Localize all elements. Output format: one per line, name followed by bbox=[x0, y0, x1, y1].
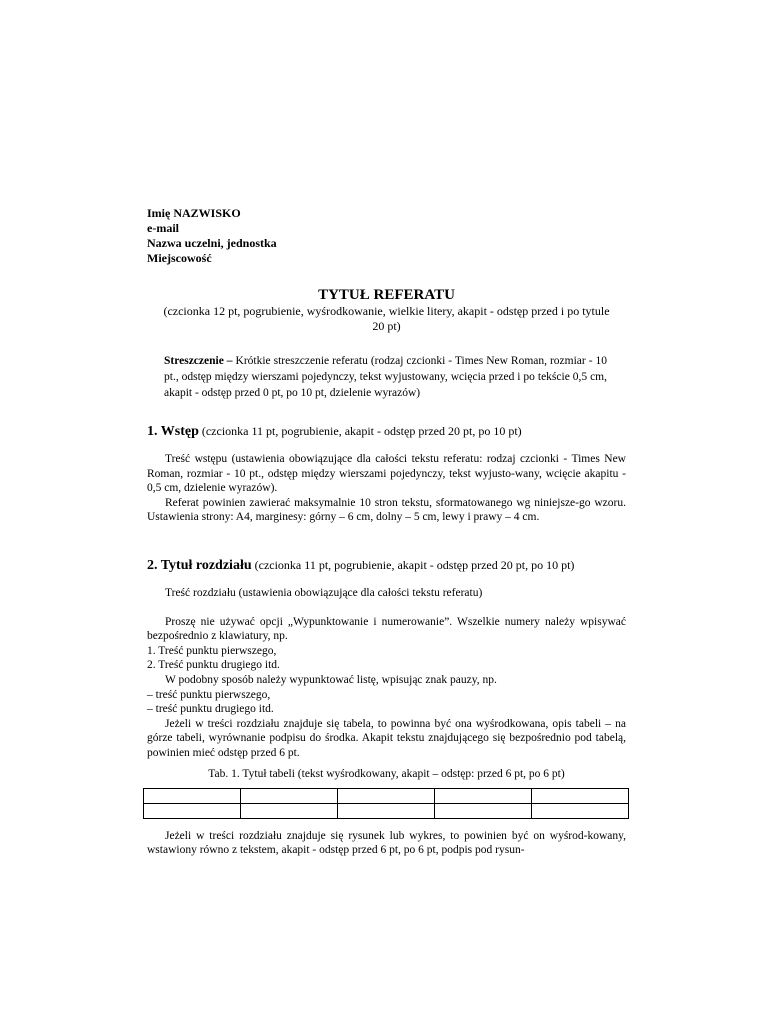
paper-title: TYTUŁ REFERATU bbox=[318, 287, 455, 303]
section-heading-title: 1. Wstęp bbox=[147, 424, 199, 439]
abstract-text: Krótkie streszczenie referatu (rodzaj czcionki - Times New Roman, rozmiar - 10 pt., odstęp między wierszami pojedynczy, tekst wyjustowany, wcięcia przed i po tekście 0,5 cm, akapit - odstęp przed 0 pt, po 10 pt, dzielenie wyrazów) bbox=[164, 355, 607, 399]
table-cell bbox=[144, 803, 241, 818]
author-name: Imię NAZWISKO bbox=[147, 206, 241, 220]
abstract-label: Streszczenie – bbox=[164, 355, 233, 367]
table-cell bbox=[338, 788, 435, 803]
table-row bbox=[144, 788, 629, 803]
paragraph: Treść rozdziału (ustawienia obowiązujące dla całości tekstu referatu) bbox=[165, 587, 483, 599]
table-cell bbox=[532, 803, 629, 818]
list-item: – treść punktu pierwszego, bbox=[147, 688, 271, 701]
author-institution: Nazwa uczelni, jednostka bbox=[147, 236, 277, 250]
table-caption: Tab. 1. Tytuł tabeli (tekst wyśrodkowany, akapit – odstęp: przed 6 pt, po 6 pt) bbox=[208, 767, 565, 780]
paragraph: Referat powinien zawierać maksymalnie 10 stron tekstu, sformatowanego wg niniejsze-go wzoru. Ustawienia strony: A4, marginesy: górny – 6 cm, dolny – 5 cm, lewy i prawy – 4 cm. bbox=[147, 496, 626, 524]
section-chapter bbox=[147, 557, 626, 858]
table-cell bbox=[241, 803, 338, 818]
paragraph: Proszę nie używać opcji „Wypunktowanie i numerowanie”. Wszelkie numery należy wpisywać bezpośrednio z klawiatury, np. bbox=[147, 615, 626, 643]
paragraph: Treść wstępu (ustawienia obowiązujące dla całości tekstu referatu: rodzaj czcionki - Times New Roman, rozmiar - 10 pt., odstęp między wierszami pojedynczy, tekst wyjusto-wany, wcięcie akapitu - 0,5 cm, dzielenie wyrazów). bbox=[147, 453, 626, 495]
sample-table bbox=[143, 788, 629, 819]
section-heading-title: 2. Tytuł rozdziału bbox=[147, 558, 252, 573]
section-heading-note: (czcionka 11 pt, pogrubienie, akapit - odstęp przed 20 pt, po 10 pt) bbox=[251, 558, 575, 572]
table-cell bbox=[144, 788, 241, 803]
table-cell bbox=[532, 788, 629, 803]
list-item: 2. Treść punktu drugiego itd. bbox=[147, 659, 280, 672]
section-introduction bbox=[147, 423, 626, 525]
table-cell bbox=[435, 788, 532, 803]
paragraph: Jeżeli w treści rozdziału znajduje się tabela, to powinna być ona wyśrodkowana, opis tabeli – na górze tabeli, wyrównanie podpisu do środka. Akapit tekstu znajdującego się bezpośrednio pod tabelą, powinien mieć odstęp przed 6 pt. bbox=[147, 717, 626, 759]
list-item: 1. Treść punktu pierwszego, bbox=[147, 644, 277, 657]
section-heading bbox=[147, 557, 626, 574]
paragraph: W podobny sposób należy wypunktować listę, wpisując znak pauzy, np. bbox=[165, 673, 497, 686]
section-heading bbox=[147, 423, 626, 440]
section-heading-note: (czcionka 11 pt, pogrubienie, akapit - odstęp przed 20 pt, po 10 pt) bbox=[198, 424, 522, 438]
author-block bbox=[147, 206, 277, 266]
table-cell bbox=[241, 788, 338, 803]
title-note: (czcionka 12 pt, pogrubienie, wyśrodkowanie, wielkie litery, akapit - odstęp przed i po tytule 20 pt) bbox=[163, 304, 610, 333]
author-city: Miejscowość bbox=[147, 251, 212, 265]
title-block bbox=[147, 286, 626, 334]
table-cell bbox=[338, 803, 435, 818]
table-cell bbox=[435, 803, 532, 818]
paragraph: Jeżeli w treści rozdziału znajduje się rysunek lub wykres, to powinien być on wyśrod-kowany, wstawiony równo z tekstem, akapit - odstęp przed 6 pt, po 6 pt, podpis pod rysun- bbox=[147, 829, 626, 857]
abstract bbox=[164, 353, 607, 401]
list-item: – treść punktu drugiego itd. bbox=[147, 703, 274, 716]
table-row bbox=[144, 803, 629, 818]
author-email: e-mail bbox=[147, 221, 179, 235]
